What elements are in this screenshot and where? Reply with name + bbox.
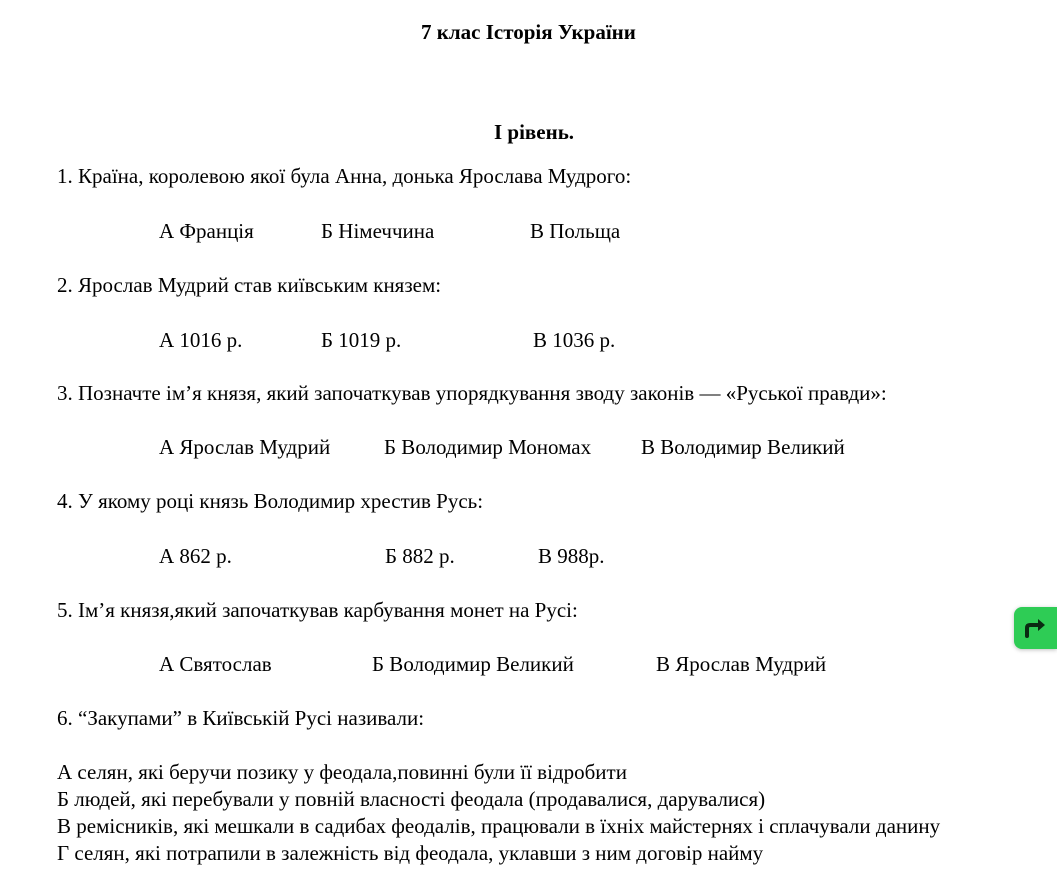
question-6-option-b: Б людей, які перебували у повній власності феодала (продавалися, дарувалися): [57, 787, 766, 811]
question-2: 2. Ярослав Мудрий став київським князем:: [57, 273, 442, 297]
return-arrow-icon: [1023, 616, 1049, 640]
floating-return-button[interactable]: [1014, 607, 1057, 649]
page-title: 7 клас Історія України: [421, 20, 636, 44]
question-4: 4. У якому році князь Володимир хрестив Русь:: [57, 489, 484, 513]
question-1-option-a: А Франція: [159, 219, 254, 243]
question-5: 5. Ім’я князя,який започаткував карбування монет на Русі:: [57, 598, 578, 622]
question-4-option-a: А 862 р.: [159, 544, 232, 568]
question-6: 6. “Закупами” в Київській Русі називали:: [57, 706, 425, 730]
question-1-option-v: В Польща: [530, 219, 621, 243]
level-heading: І рівень.: [494, 120, 575, 144]
question-6-option-v: В ремісників, які мешкали в садибах феодалів, працювали в їхніх майстернях і сплачували данину: [57, 814, 941, 838]
question-3: 3. Позначте ім’я князя, який започаткував упорядкування зводу законів — «Руської правди»:: [57, 381, 887, 405]
question-4-option-v: В 988р.: [538, 544, 605, 568]
question-2-option-a: А 1016 р.: [159, 328, 243, 352]
question-6-option-a: А селян, які беручи позику у феодала,повинні були її відробити: [57, 760, 627, 784]
question-2-option-b: Б 1019 р.: [321, 328, 402, 352]
question-5-option-v: В Ярослав Мудрий: [656, 652, 827, 676]
question-3-option-a: А Ярослав Мудрий: [159, 435, 331, 459]
question-5-option-b: Б Володимир Великий: [372, 652, 574, 676]
question-6-option-g: Г селян, які потрапили в залежність від феодала, уклавши з ним договір найму: [57, 841, 764, 865]
question-5-option-a: А Святослав: [159, 652, 272, 676]
question-1-option-b: Б Німеччина: [321, 219, 435, 243]
question-1: 1. Країна, королевою якої була Анна, донька Ярослава Мудрого:: [57, 164, 632, 188]
question-3-option-v: В Володимир Великий: [641, 435, 845, 459]
question-4-option-b: Б 882 р.: [385, 544, 455, 568]
question-2-option-v: В 1036 р.: [533, 328, 616, 352]
question-3-option-b: Б Володимир Мономах: [384, 435, 592, 459]
